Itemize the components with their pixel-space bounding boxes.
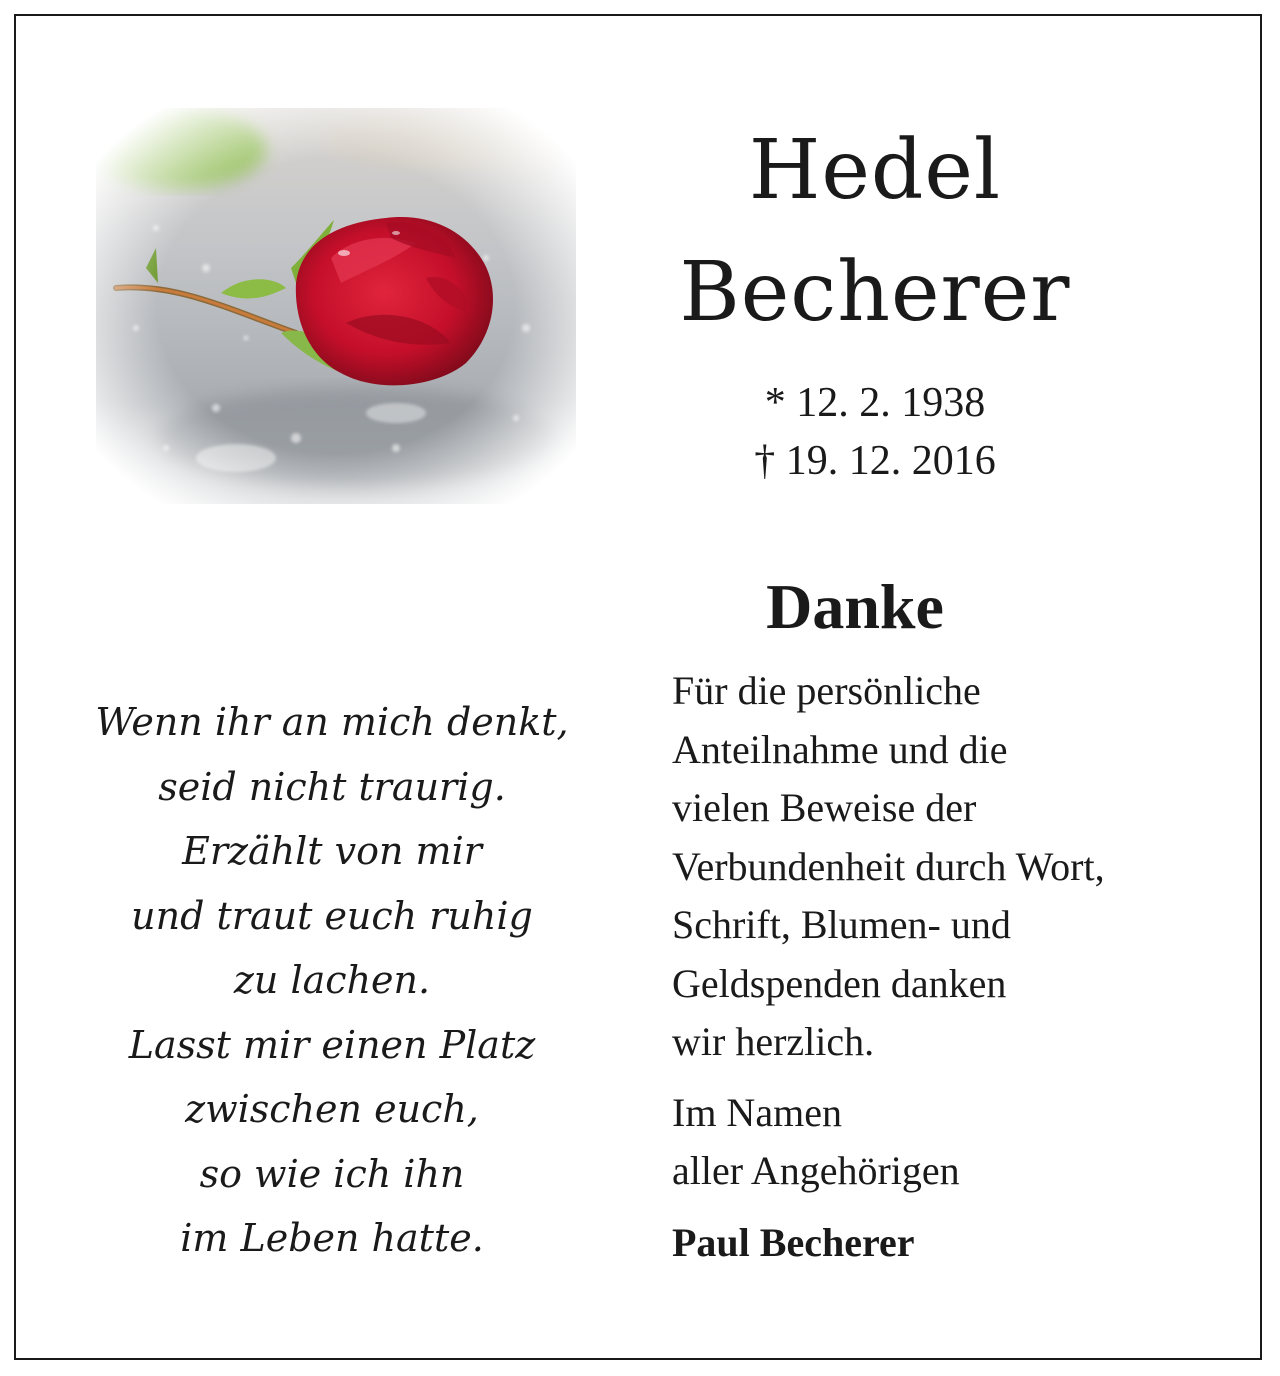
death-date: † 19. 12. 2016: [754, 438, 996, 484]
poem-line: Erzählt von mir: [182, 829, 482, 873]
deceased-first-name: Hedel: [748, 123, 1002, 218]
thanks-line: vielen Beweise der: [672, 785, 977, 830]
thanks-line: wir herzlich.: [672, 1019, 875, 1064]
life-dates: [640, 374, 1110, 490]
signer-name: Paul Becherer: [672, 1220, 915, 1265]
birth-date: * 12. 2. 1938: [764, 380, 986, 426]
thanks-line: Für die persönliche: [672, 668, 981, 713]
thanks-line: Anteilnahme und die: [672, 726, 1008, 772]
poem-line: Lasst mir einen Platz: [128, 1022, 536, 1067]
thanks-text: [672, 662, 1252, 1072]
deceased-last-name: Becherer: [679, 245, 1071, 340]
signoff-text: [672, 1084, 1232, 1200]
signoff-line: Im Namen: [672, 1090, 842, 1135]
poem-line: im Leben hatte.: [180, 1216, 484, 1260]
poem-line: und traut euch ruhig: [131, 893, 533, 938]
poem-line: seid nicht traurig.: [158, 764, 506, 809]
thanks-line: Verbundenheit durch Wort,: [672, 843, 1105, 889]
thanks-line: Geldspenden danken: [672, 960, 1007, 1006]
thanks-line: Schrift, Blumen- und: [672, 902, 1011, 947]
poem-line: Wenn ihr an mich denkt,: [95, 700, 569, 744]
signoff-line: aller Angehörigen: [672, 1148, 960, 1193]
rose-on-wet-stone-image: [96, 108, 576, 504]
poem-line: so wie ich ihn: [199, 1151, 465, 1196]
poem-line: zwischen euch,: [185, 1087, 479, 1131]
thanks-heading: Danke: [766, 571, 944, 642]
poem-line: zu lachen.: [233, 958, 431, 1002]
memorial-poem: [90, 690, 574, 1271]
